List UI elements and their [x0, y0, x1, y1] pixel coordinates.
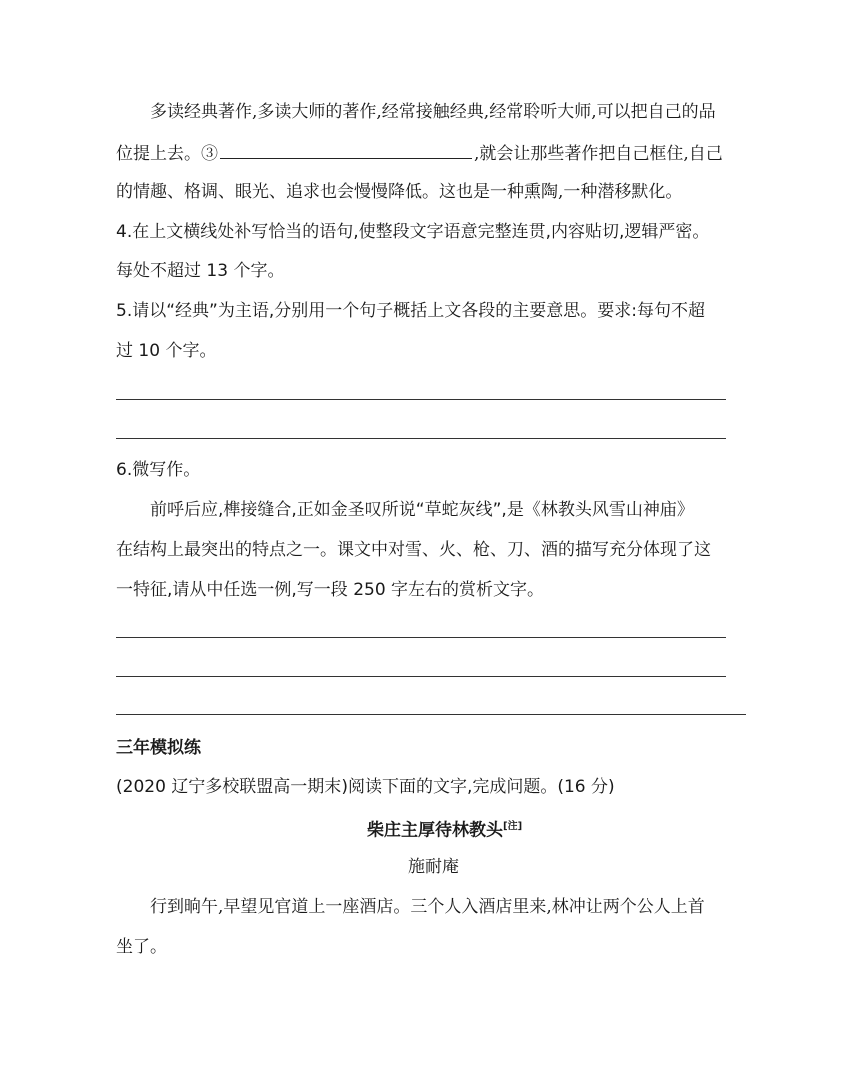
- article-title-text: 柴庄主厚待林教头: [367, 820, 503, 841]
- question-6-line-3: 一特征,请从中任选一例,写一段 250 字左右的赏析文字。: [116, 580, 545, 600]
- section-heading: 三年模拟练: [116, 738, 201, 758]
- question-4-line-2: 每处不超过 13 个字。: [116, 261, 285, 281]
- passage-line-1: 多读经典著作,多读大师的著作,经常接触经典,经常聆听大师,可以把自己的品: [150, 102, 716, 122]
- question-6-line-2: 在结构上最突出的特点之一。课文中对雪、火、枪、刀、酒的描写充分体现了这: [116, 540, 711, 560]
- section-divider: [116, 714, 746, 715]
- question-6-line-1: 前呼后应,榫接缝合,正如金圣叹所说“草蛇灰线”,是《林教头风雪山神庙》: [150, 500, 694, 520]
- footnote-marker[interactable]: [注]: [503, 821, 523, 832]
- answer-line[interactable]: [116, 637, 726, 638]
- passage-line-2-start: 位提上去。: [116, 144, 201, 164]
- answer-line[interactable]: [116, 399, 726, 400]
- fill-blank[interactable]: [220, 140, 472, 159]
- source-year: (2020: [116, 777, 172, 797]
- passage-line-2-end: ,就会让那些著作把自己框住,自己: [474, 144, 723, 164]
- source-exam: 辽宁多校联盟高一期末: [171, 777, 342, 797]
- question-5-line-2: 过 10 个字。: [116, 341, 217, 361]
- passage-line-2: [116, 140, 723, 166]
- blank-marker: ③: [201, 144, 218, 164]
- source-instruction: )阅读下面的文字,完成问题。(16 分): [341, 777, 615, 797]
- question-4-line-1: 4.在上文横线处补写恰当的语句,使整段文字语意完整连贯,内容贴切,逻辑严密。: [116, 222, 710, 242]
- article-author: 施耐庵: [408, 857, 459, 877]
- answer-line[interactable]: [116, 438, 726, 439]
- answer-line[interactable]: [116, 676, 726, 677]
- question-6-title: 6.微写作。: [116, 460, 201, 480]
- source-line: [116, 775, 615, 799]
- passage-line-3: 的情趣、格调、眼光、追求也会慢慢降低。这也是一种熏陶,一种潜移默化。: [116, 182, 683, 202]
- question-5-line-1: 5.请以“经典”为主语,分别用一个句子概括上文各段的主要意思。要求:每句不超: [116, 301, 705, 321]
- article-line-2: 坐了。: [116, 937, 167, 957]
- article-line-1: 行到晌午,早望见官道上一座酒店。三个人入酒店里来,林冲让两个公人上首: [150, 897, 705, 917]
- article-title: [367, 815, 522, 843]
